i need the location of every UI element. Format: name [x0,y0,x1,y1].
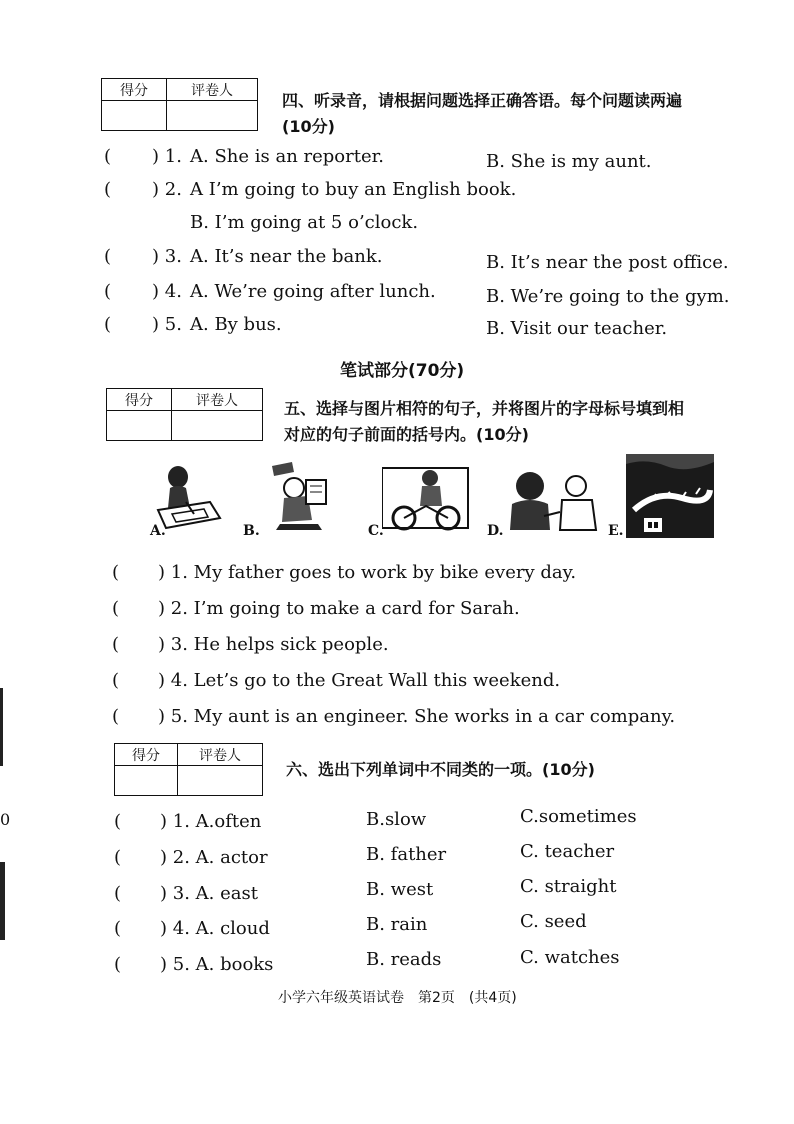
answer-paren[interactable]: ( [112,706,120,727]
s4-q3-number: ) 3. [152,246,182,267]
picture-e-label: E. [608,523,624,539]
answer-paren[interactable]: ( [104,281,112,302]
answer-paren[interactable]: ( [114,811,122,832]
score-box-1 [101,78,258,131]
s4-q3-option-b: B. It’s near the post office. [486,252,729,273]
answer-paren[interactable]: ( [104,314,112,335]
section4-title [282,88,682,140]
s6-q1-c: C.sometimes [520,806,637,827]
s6-q5-b: B. reads [366,949,442,970]
s4-q1-option-b: B. She is my aunt. [486,151,652,172]
s4-q1-option-a: A. She is an reporter. [190,146,384,167]
s6-q4-c: C. seed [520,911,587,932]
s5-q4: ) 4. Let’s go to the Great Wall this weekend. [158,670,561,691]
grader-input-cell[interactable] [172,411,263,441]
s5-q1: ) 1. My father goes to work by bike every day. [158,562,577,583]
score-input-cell[interactable] [115,766,178,796]
s6-q2-a: ) 2. A. actor [160,847,268,868]
picture-e-great-wall [626,454,714,538]
picture-c-label: C. [368,523,384,539]
section6-title: 六、选出下列单词中不同类的一项。(10分) [286,760,595,779]
picture-b-label: B. [243,523,260,539]
s6-q3-a: ) 3. A. east [160,883,258,904]
answer-paren[interactable]: ( [112,634,120,655]
s4-q5-option-b: B. Visit our teacher. [486,318,668,339]
s5-q5: ) 5. My aunt is an engineer. She works in a car company. [158,706,676,727]
answer-paren[interactable]: ( [104,179,112,200]
s6-q5-c: C. watches [520,947,620,968]
picture-d-label: D. [487,523,504,539]
s5-q3: ) 3. He helps sick people. [158,634,389,655]
s4-q5-option-a: A. By bus. [190,314,282,335]
left-margin-char: 0 [0,810,11,829]
picture-a-label: A. [150,523,166,539]
grader-input-cell[interactable] [178,766,263,796]
score-input-cell[interactable] [102,101,167,131]
grader-label: 评卷人 [172,389,263,411]
answer-paren[interactable]: ( [112,670,120,691]
left-edge-mark [0,862,5,940]
score-label: 得分 [102,79,167,101]
score-label: 得分 [107,389,172,411]
s6-q4-b: B. rain [366,914,428,935]
s4-q1-number: ) 1. [152,146,182,167]
section4-title-line1: 四、听录音，请根据问题选择正确答语。每个问题读两遍 [282,91,683,110]
s6-q1-b: B.slow [366,809,427,830]
section4-title-line2: (10分) [282,117,335,136]
s4-q3-option-a: A. It’s near the bank. [190,246,383,267]
grader-label: 评卷人 [178,744,263,766]
grader-label: 评卷人 [167,79,258,101]
score-input-cell[interactable] [107,411,172,441]
answer-paren[interactable]: ( [114,918,122,939]
s6-q2-b: B. father [366,844,447,865]
score-box-2 [106,388,263,441]
written-part-title: 笔试部分(70分) [340,361,465,381]
section5-title [284,396,684,448]
section5-title-line2: 对应的句子前面的括号内。(10分) [284,425,529,444]
score-box-3 [114,743,263,796]
answer-paren[interactable]: ( [112,598,120,619]
s4-q2-number: ) 2. [152,179,182,200]
page-footer: 小学六年级英语试卷 第2页 (共4页) [278,990,517,1006]
s6-q5-a: ) 5. A. books [160,954,274,975]
left-edge-mark [0,688,3,766]
picture-c-bike-ride [382,462,470,534]
picture-b-engineer [262,460,334,534]
s6-q2-c: C. teacher [520,841,615,862]
s5-q2: ) 2. I’m going to make a card for Sarah. [158,598,520,619]
answer-paren[interactable]: ( [112,562,120,583]
picture-d-doctor [502,464,600,534]
s6-q3-b: B. west [366,879,434,900]
s6-q4-a: ) 4. A. cloud [160,918,270,939]
s4-q2-option-a: A I’m going to buy an English book. [190,179,517,200]
answer-paren[interactable]: ( [104,146,112,167]
answer-paren[interactable]: ( [104,246,112,267]
s4-q5-number: ) 5. [152,314,182,335]
s6-q1-a: ) 1. A.often [160,811,262,832]
s4-q4-option-a: A. We’re going after lunch. [190,281,436,302]
s6-q3-c: C. straight [520,876,617,897]
answer-paren[interactable]: ( [114,847,122,868]
section5-title-line1: 五、选择与图片相符的句子，并将图片的字母标号填到相 [284,399,685,418]
answer-paren[interactable]: ( [114,954,122,975]
s4-q2-option-b: B. I’m going at 5 o’clock. [190,212,419,233]
grader-input-cell[interactable] [167,101,258,131]
s4-q4-option-b: B. We’re going to the gym. [486,286,730,307]
score-label: 得分 [115,744,178,766]
answer-paren[interactable]: ( [114,883,122,904]
s4-q4-number: ) 4. [152,281,182,302]
